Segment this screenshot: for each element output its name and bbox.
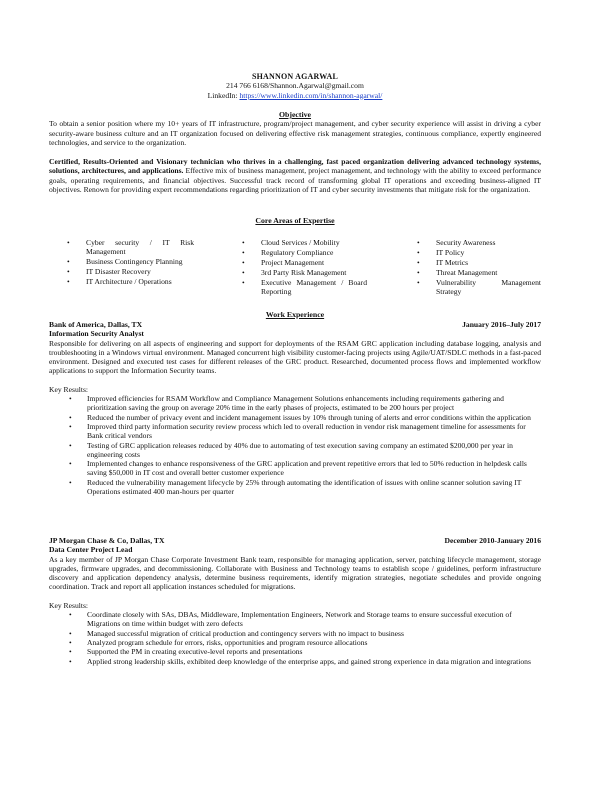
summary-text: Effective mix of business management, project management, and technology with the ability to exceed performance goals, operating requirements, and financial objectives. Successful track record of transforming global IT operations and exceeding business-aligned IT objectives. Renown for providing expert recommendations regarding prioritization of IT and cyber security investments that mitigate risk for the organization.	[49, 166, 541, 194]
expertise-item: • Executive Management / Board Reporting	[242, 278, 367, 297]
job-role: Data Center Project Lead	[49, 545, 133, 555]
result-item: • Improved third party information security review process which led to overall reduction in vendor risk management timeline for assessments for Bank critical vendors	[49, 422, 541, 441]
candidate-name: SHANNON AGARWAL	[251, 72, 339, 81]
result-item: • Reduced the vulnerability management lifecycle by 25% through automating the identification of issues with online scanner solution saving IT Operations estimated 400 man-hours per quarter	[49, 478, 541, 497]
key-results-list	[49, 610, 541, 666]
expertise-item: • Cyber security / IT Risk Management	[67, 238, 194, 257]
expertise-item: • Business Contingency Planning	[67, 257, 194, 266]
objective-title: Objective	[278, 110, 312, 119]
expertise-section	[49, 238, 541, 298]
job-entry-jp-morgan	[49, 536, 541, 666]
expertise-item: • Regulatory Compliance	[242, 248, 367, 257]
job-entry-bank-of-america	[49, 320, 541, 496]
job-role: Information Security Analyst	[49, 329, 144, 339]
result-item: • Analyzed program schedule for errors, risks, opportunities and program resource allocations	[49, 638, 541, 647]
expertise-item: • 3rd Party Risk Management	[242, 268, 367, 277]
summary-bold: Certified, Results-Oriented and Visionary technician who thrives in a challenging, fast paced organization delivering advanced technology systems, solutions, architectures, and applications.	[49, 157, 541, 176]
expertise-col-2	[242, 238, 367, 297]
result-item: • Coordinate closely with SAs, DBAs, Middleware, Implementation Engineers, Network and Storage teams to ensure successful execution of Migrations on time within budget with zero defects	[49, 610, 541, 629]
job-description: As a key member of JP Morgan Chase Corporate Investment Bank team, responsible for managing application, server, patching lifecycle management, storage upgrades, firmware upgrades, and decommissioning. Collaborate with Business and Technology teams to establish scope / guidelines, perform infrastructure discovery and application dependency analysis, determine business requirements, identify migration strategies, negotiate schedules and provide ongoing coordination. Track and report all application instances scheduled for migrations.	[49, 554, 541, 592]
expertise-item: • Threat Management	[417, 268, 541, 277]
result-item: • Implemented changes to enhance responsiveness of the GRC application and prevent repetitive errors that led to 50% reduction in helpdesk calls saving $50,000 in IT cost and overall better customer experience	[49, 459, 541, 478]
expertise-item: • IT Architecture / Operations	[67, 277, 194, 286]
job-description: Responsible for delivering on all aspects of engineering and support for deployments of the RSAM GRC application including database logging, analysis and troubleshooting in a Windows virtual environment. Managed concurrent high visibility customer-facing projects using Agile/UAT/SDLC methods in a fast-paced environment. Designed and executed test cases for different releases of the GRC product. Researched, documented process flows and implemented workflow applications to support the Information Security teams.	[49, 338, 541, 376]
work-title: Work Experience	[265, 310, 325, 319]
summary-paragraph	[49, 157, 541, 194]
job-company: Bank of America, Dallas, TX	[49, 320, 143, 329]
result-item: • Supported the PM in creating executive-level reports and presentations	[49, 647, 541, 656]
objective-section	[49, 110, 541, 147]
expertise-col-3	[417, 238, 541, 297]
key-results-list	[49, 394, 541, 496]
job-dates: December 2010-January 2016	[444, 536, 541, 545]
linkedin-link[interactable]: https://www.linkedin.com/in/shannon-agarwal/	[239, 90, 383, 100]
expertise-col-1	[67, 238, 194, 287]
job-dates: January 2016–July 2017	[462, 320, 541, 329]
contact-line: 214 766 6168/Shannon.Agarwal@gmail.com	[226, 81, 364, 91]
expertise-title: Core Areas of Expertise	[255, 216, 335, 225]
key-results-label: Key Results:	[49, 600, 89, 610]
expertise-item: • IT Policy	[417, 248, 541, 257]
linkedin-line	[49, 91, 541, 100]
job-header	[49, 320, 541, 329]
expertise-item: • Security Awareness	[417, 238, 541, 247]
linkedin-label: LinkedIn:	[207, 90, 240, 100]
expertise-item: • Cloud Services / Mobility	[242, 238, 367, 247]
expertise-item: • Project Management	[242, 258, 367, 267]
key-results-label: Key Results:	[49, 384, 89, 394]
job-company: JP Morgan Chase & Co, Dallas, TX	[49, 536, 165, 545]
job-header	[49, 536, 541, 545]
expertise-item: • IT Metrics	[417, 258, 541, 267]
result-item: • Managed successful migration of critical production and contingency servers with no impact to business	[49, 629, 541, 638]
expertise-item: • Vulnerability Management Strategy	[417, 278, 541, 297]
result-item: • Improved efficiencies for RSAM Workflow and Compliance Management Solutions enhancements including requirements gathering and prioritization saving the group on average 20% time in the early phases of projects, estimated to be 200 hours per project	[49, 394, 541, 413]
objective-text: To obtain a senior position where my 10+ years of IT infrastructure, program/project management, and cyber security experience will assist in driving a cyber security-aware business culture and an IT organization focused on delivering effective risk management strategies, continuous compliance, expertly engineered technologies, and service to the organization.	[49, 119, 541, 147]
result-item: • Reduced the number of privacy event and incident management issues by 10% through tuning of alerts and error conditions within the application	[49, 413, 541, 422]
result-item: • Applied strong leadership skills, exhibited deep knowledge of the enterprise apps, and gained strong experience in data migration and integrations	[49, 657, 541, 666]
expertise-item: • IT Disaster Recovery	[67, 267, 194, 276]
result-item: • Testing of GRC application releases reduced by 40% due to automating of test execution saving company an estimated $200,000 per year in engineering costs	[49, 441, 541, 460]
resume-header	[49, 72, 541, 100]
